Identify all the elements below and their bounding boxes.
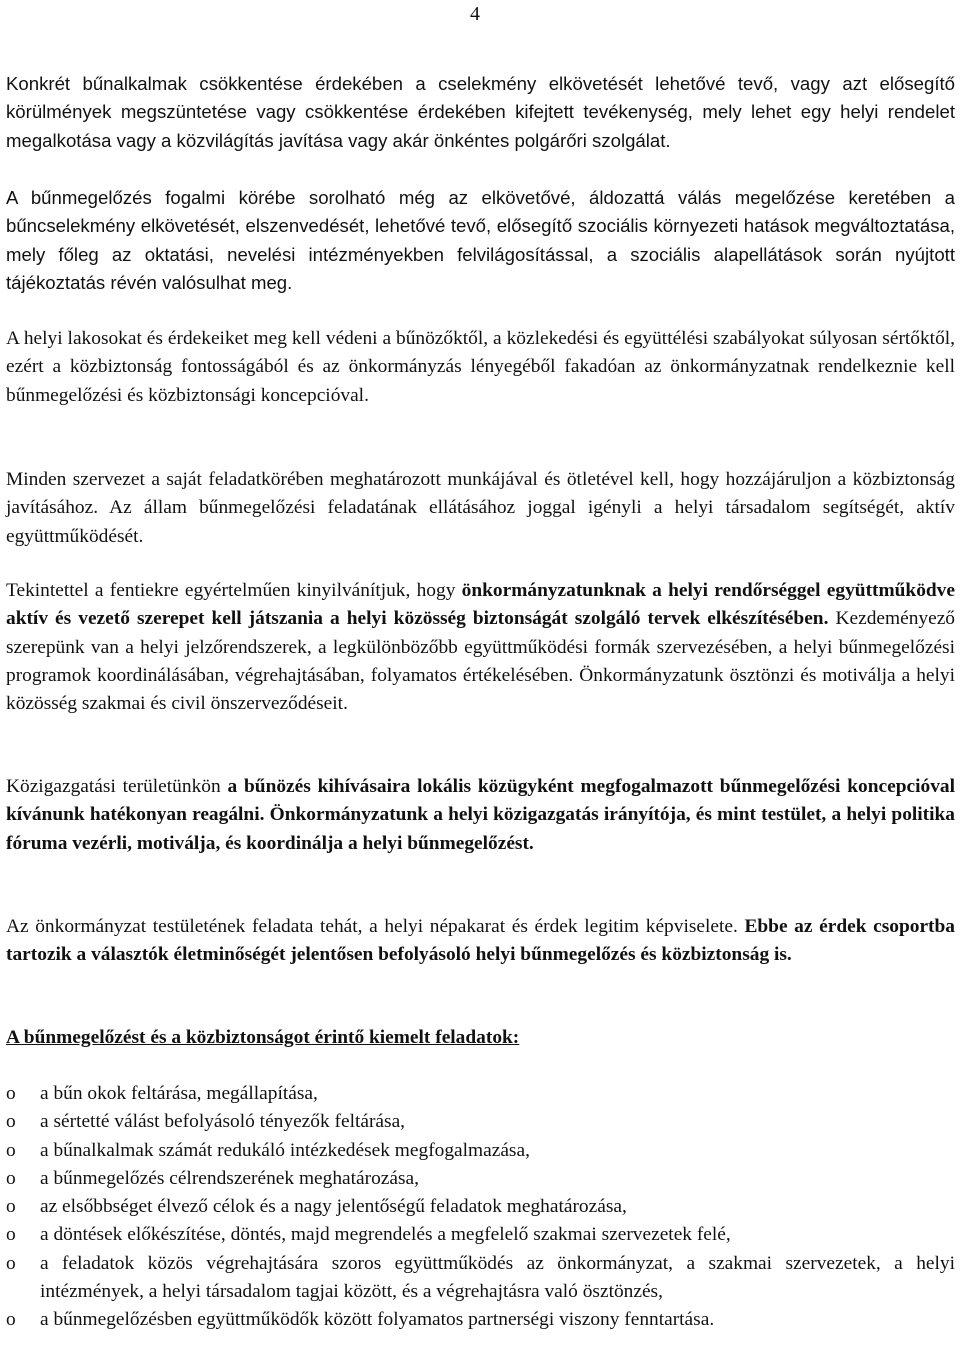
bullet-marker: o (6, 1309, 16, 1331)
paragraph-text (6, 913, 955, 970)
task-text: a bűnmegelőzés célrendszerének meghatározása, (40, 1167, 419, 1189)
task-text: a sértetté válást befolyásoló tényezők feltárása, (40, 1111, 406, 1133)
text-run: Az önkormányzat testületének feladata tehát, a helyi népakarat és érdek legitim képviselete. (6, 916, 745, 937)
paragraph-municipality-role (6, 577, 955, 718)
paragraph-local-concept (6, 773, 955, 858)
paragraph-residents-protection (6, 325, 955, 410)
bold-text-run: a bűnözés kihívásaira lokális közügyként megfogalmazott bűnmegelőzési koncepcióval kívánunk hatékonyan reagálni. Önkormányzatunk a helyi közigazgatás irányítója, és mint testület, a helyi politika fóruma vezérli, motiválja, és koordinálja a helyi bűnmegelőzést. (6, 776, 955, 854)
task-list (6, 1080, 955, 1335)
bullet-marker: o (6, 1083, 16, 1104)
task-text: a bűnalkalmak számát redukáló intézkedések megfogalmazása, (40, 1139, 530, 1161)
text-run: Tekintettel a fentiekre egyértelműen kinyilvánítjuk, hogy (6, 580, 462, 601)
bullet-marker: o (6, 1252, 16, 1274)
paragraph-text: Minden szervezet a saját feladatkörében meghatározott munkájával és ötletével kell, hogy hozzájáruljon a közbiztonság javításához. Az állam bűnmegelőzési feladatának ellátásához joggal igényli a helyi társadalom segítségét, aktív együttműködését. (6, 469, 955, 547)
paragraph-text: A bűnmegelőzés fogalmi körébe sorolható még az elkövetővé, áldozattá válás megelőzése keretében a bűncselekmény elkövetését, elszenvedését, lehetővé tevő, elősegítő szociális környezeti hatások megváltoztatása, mely főleg az oktatási, nevelési intézményekben felvilágosítással, a szociális alapellátások során nyújtott tájékoztatás révén valósulhat meg. (6, 187, 955, 293)
task-list-item (6, 1165, 955, 1193)
bold-text-run: Ebbe az érdek csoportba tartozik a választók életminőségét jelentősen befolyásoló helyi bűnmegelőzés és közbiztonság is. (6, 916, 955, 966)
heading-text: A bűnmegelőzést és a közbiztonságot érintő kiemelt feladatok: (6, 1027, 520, 1048)
paragraph-opportunity-reduction (6, 70, 955, 155)
task-list-item (6, 1108, 955, 1136)
paragraph-text (6, 577, 955, 718)
bullet-marker: o (6, 1196, 16, 1218)
task-text: a bűn okok feltárása, megállapítása, (40, 1083, 318, 1104)
task-list-item (6, 1080, 955, 1108)
text-run: Kezdeményező szerepünk van a helyi jelzőrendszerek, a legkülönbözőbb együttműködési formák szervezésében, a helyi bűnmegelőzési programok koordinálásában, végrehajtásában, folyamatos értékelésében. Önkormányzatunk ösztönzi és motiválja a helyi közösség szakmai és civil önszerveződéseit. (6, 608, 955, 715)
task-text: az elsőbbséget élvező célok és a nagy jelentőségű feladatok meghatározása, (40, 1196, 627, 1218)
paragraph-text: Konkrét bűnalkalmak csökkentése érdekében a cselekmény elkövetését lehetővé tevő, vagy azt elősegítő körülmények megszüntetése vagy csökkentése érdekében kifejtett tevékenység, mely lehet egy helyi rendelet megalkotása vagy a közvilágítás javítása vagy akár önkéntes polgárőri szolgálat. (6, 73, 955, 151)
paragraph-text: A helyi lakosokat és érdekeiket meg kell védeni a bűnözőktől, a közlekedési és együttélési szabályokat súlyosan sértőktől, ezért a közbiztonság fontosságából és az önkormányzás lényegéből fakadóan az önkormányzatnak rendelkeznie kell bűnmegelőzési és közbiztonsági koncepcióval. (6, 328, 955, 406)
bullet-marker: o (6, 1167, 16, 1189)
task-list-item (6, 1306, 955, 1334)
task-text: a döntések előkészítése, döntés, majd megrendelés a megfelelő szakmai szervezetek felé, (40, 1224, 731, 1246)
text-run: Közigazgatási területünkön (6, 776, 228, 797)
page-number: 4 (470, 3, 480, 25)
paragraph-text (6, 773, 955, 858)
task-list-items (6, 1080, 955, 1335)
bullet-marker: o (6, 1139, 16, 1161)
paragraph-prevention-concept (6, 184, 955, 297)
paragraph-council-duty (6, 913, 955, 970)
task-text: a feladatok közös végrehajtására szoros együttműködés az önkormányzat, a szakmai szervezetek, a helyi intézmények, a helyi társadalom tagjai között, és a végrehajtásra való ösztönzés, (40, 1252, 955, 1303)
task-text: a bűnmegelőzésben együttműködők között folyamatos partnerségi viszony fenntartása. (40, 1309, 715, 1331)
task-list-item (6, 1250, 955, 1307)
task-list-item (6, 1137, 955, 1165)
task-list-item (6, 1221, 955, 1249)
task-list-item (6, 1193, 955, 1221)
section-heading (6, 1024, 955, 1052)
bold-text-run: önkormányzatunknak a helyi rendőrséggel együttműködve aktív és vezető szerepet kell játszania a helyi közösség biztonságát szolgáló tervek elkészítésében. (6, 580, 955, 630)
bullet-marker: o (6, 1224, 16, 1246)
bullet-marker: o (6, 1111, 16, 1133)
paragraph-organizations-role (6, 466, 955, 551)
